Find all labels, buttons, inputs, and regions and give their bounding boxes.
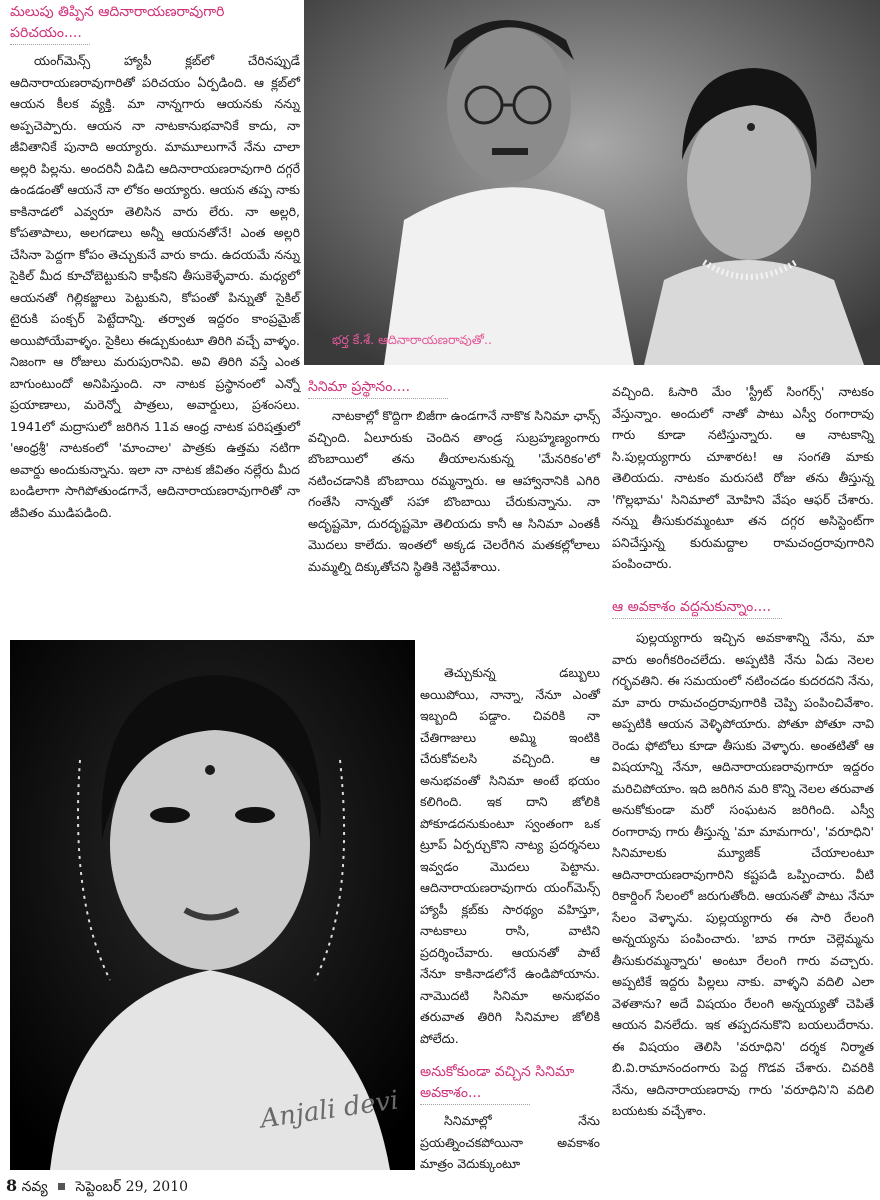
column2-paragraph-a: నాటకాల్లో కొద్దిగా బిజీగా ఉండగానే నాకొక సినిమా ఛాన్స్ వచ్చింది. ఏలూరుకు చెందిన తాండ్ర సుబ్రహ్మణ్యంగారు బొంబాయిలో తను తీయాలనుకున్న 'మేనరికం'లో నటించడానికి బొంబాయి రమ్మన్నారు. ఆ ఆహ్వానానికి ఎగిరి గంతేసి నాన్నతో సహా బొంబాయి చేరుకున్నాను. నా అదృష్టమో, దురదృష్టమో తెలియదు కానీ ఆ సినిమా ఎంతకీ మొదలు కాలేదు. ఇంతలో అక్కడ చెలరేగిన మతకల్లోలాలు మమ్మల్ని దిక్కుతోచని స్థితికి నెట్టివేశాయి. (308, 408, 600, 574)
heading-underline (420, 1104, 530, 1105)
heading-underline (612, 618, 782, 619)
section-heading-unexpected: అనుకోకుండా వచ్చిన సినిమా అవకాశం... (420, 1062, 600, 1105)
photo-caption: భర్త కే.శే. ఆదినారాయణరావుతో.. (332, 332, 492, 347)
footer-bullet (58, 1183, 65, 1190)
column2-paragraph-c: సినిమాల్లో నేను ప్రయత్నించకపోయినా అవకాశం మాత్రం వెదుక్కుంటూ (420, 1113, 600, 1171)
issue-date: సెప్టెంబర్ 29, 2010 (75, 1179, 189, 1195)
column3-paragraph-b: పుల్లయ్యగారు ఇచ్చిన అవకాశాన్ని నేను, మా వారు అంగీకరించలేదు. అప్పటికి నేను ఏడు నెలల గర్భవతిని. ఈ సమయంలో నటించడం కుదరదని నేను, మా వారు రామచంద్రరావుగారికి చెప్పి పంపించివేశాం. అప్పటికి ఆయన వెళ్ళిపోయారు. పోతూ పోతూ నావి రెండు ఫోటోలు కూడా తీసుకు వెళ్ళారు. అంతటితో ఆ విషయాన్ని నేనూ, ఆదినారాయణరావుగారూ ఇద్దరం మరిచిపోయాం. ఇది జరిగిన మరి కొన్ని నెలల తరువాత అనుకోకుండా మరో సంఘటన జరిగింది. ఎస్వీ రంగారావు గారు తీస్తున్న 'మా మామగారు', 'వరూధిని' సినిమాలకు మ్యూజిక్ చేయాలంటూ ఆదినారాయణరావుగారిని కష్టపడి ఒప్పించారు. వీటి రికార్డింగ్ సేలంలో జరుగుతోంది. ఆయనతో పాటు నేనూ సేలం వెళ్ళాను. పుల్లయ్యగారు ఈ సారి రేలంగి అన్నయ్యను పంపించారు. 'బావ గారూ చెల్లెమ్మను తీసుకురమ్మన్నారు' అంటూ రేలంగి గారు వచ్చారు. అప్పటికే ఇద్దరు పిల్లలు నాకు. వాళ్ళని వదిలి ఎలా వెళతాను? అదే విషయం రేలంగి అన్నయ్యతో చెపితే ఆయన వినలేదు. ఇక తప్పదనుకొని బయలుదేరాను. ఈ విషయం తెలిసి 'వరూధిని' దర్శక నిర్మాత బి.వి.రామానందంగారు పెద్ద గొడవ చేశారు. చివరికి నేను, ఆదినారాయణరావు గారు 'వరూధిని'ని వదిలి బయటకు వచ్చేశాం. (612, 630, 874, 1118)
signature: Anjali devi (258, 1085, 401, 1135)
column2-paragraph-b: తెచ్చుకున్న డబ్బులు అయిపోయి, నాన్నా, నేనూ ఎంతో ఇబ్బంది పడ్డాం. చివరికి నా చేతిగాజులు అమ్మి ఇంటికి చేరుకోవలసి వచ్చింది. ఆ అనుభవంతో సినిమా అంటే భయం కలిగింది. ఇక దాని జోలికి పోకూడదనుకుంటూ స్వంతంగా ఒక ట్రూప్ ఏర్పర్చుకొని నాట్య ప్రదర్శనలు ఇవ్వడం మొదలు పెట్టాను. ఆదినారాయణరావుగారు యంగ్‌మెన్స్ హ్యాపీ క్లబ్‌కు సారథ్యం వహిస్తూ, నాటకాలు రాసి, వాటిని ప్రదర్శించేవారు. ఆయనతో పాటే నేనూ కాకినాడలోనే ఉండిపోయాను. నామొదటి సినిమా అనుభవం తరువాత తిరిగి సినిమాల జోలికి పోలేదు. (420, 665, 600, 1046)
page-number: 8 (6, 1176, 18, 1195)
column1-paragraph: యంగ్‌మెన్స్ హ్యాపీ క్లబ్‌లో చేరినప్పుడే ఆదినారాయణరావుగారితో పరిచయం ఏర్పడింది. ఆ క్లబ్‌లో ఆయన కీలక వ్యక్తి. మా నాన్నగారు ఆయనకు నన్ను అప్పచెప్పారు. ఆయన నా నాటకానుభవానికే కాదు, నా జీవితానికే పునాది అయ్యారు. మామూలుగానే నేను చాలా అల్లరి పిల్లను. అందరినీ విడిచి ఆదినారాయణరావుగారి దగ్గరే ఉండడంతో ఆయనే నా లోకం అయ్యారు. ఆయన తప్ప నాకు కాకినాడలో ఎవ్వరూ తెలిసిన వారు లేరు. నా అల్లరి, కోపతాపాలు, అలగడాలు అన్నీ ఆయనతోనే! ఎంత అల్లరి చేసినా పెద్దగా కోపం తెచ్చుకునే వారు కాదు. ఉదయమే నన్ను సైకిల్ మీద కూచోబెట్టుకుని కాఫీకని తీసుకెళ్ళేవారు. మధ్యలో ఆయనతో గిల్లికజ్జాలు పెట్టుకుని, కోపంతో పిన్నుతో సైకిల్ టైరుకి పంక్చర్ పెట్టేదాన్ని. తర్వాత ఇద్దరం కాంప్రమైజ్ అయిపోయేవాళ్ళం. సైకిలు ఈడ్చుకుంటూ తిరిగి వచ్చే వాళ్ళం. నిజంగా ఆ రోజులు మరుపురానివి. అవి తిరిగి వస్తే ఎంత బాగుంటుందో అనిపిస్తుంది. నా నాటక ప్రస్థానంలో ఎన్నో ప్రయాణాలు, మరెన్నో పాత్రలు, అవార్డులు, ప్రశంసలు. 1941లో మద్రాసులో జరిగిన 11వ ఆంధ్ర నాటక పరిషత్తులో 'ఆంధ్రశ్రీ' నాటకంలో 'మాంచాల' పాత్రకు ఉత్తమ నటిగా అవార్డు అందుకున్నాను. ఇలా నా నాటక జీవితం నల్లేరు మీద బండిలాగా సాగిపోతుండగానే, ఆదినారాయణరావుగారితో నా జీవితం ముడిపడింది. (10, 53, 300, 520)
actress-portrait (10, 640, 415, 1170)
page-footer (6, 1176, 188, 1198)
column3-paragraph-a: వచ్చింది. ఓసారి మేం 'స్ట్రీట్ సింగర్స్' నాటకం వేస్తున్నాం. అందులో నాతో పాటు ఎస్వీ రంగారావు గారు కూడా నటిస్తున్నారు. ఆ నాటకాన్ని సి.పుల్లయ్యగారు చూశారట! ఆ సంగతి మాకు తెలియదు. నాటకం మరుసటి రోజు తను తీస్తున్న 'గొల్లభామ' సినిమాలో మోహిని వేషం ఆఫర్ చేశారు. నన్ను తీసుకురమ్మంటూ తన దగ్గర అసిస్టెంట్‌గా పనిచేస్తున్న కురుమద్దాల రామచంద్రరావుగారిని పంపించారు. (612, 384, 874, 571)
section-heading-meeting: మలుపు తిప్పిన ఆదినారాయణరావుగారి పరిచయం.... (10, 2, 298, 45)
couple-photo (304, 0, 880, 365)
heading-underline (10, 44, 90, 45)
magazine-name: నవ్య (21, 1179, 48, 1195)
section-heading-chance: ఆ అవకాశం వద్దనుకున్నాం.... (612, 597, 874, 619)
section-heading-cinema: సినిమా ప్రస్థానం.... (308, 377, 600, 399)
couple-photo-image (304, 0, 880, 365)
heading-underline (308, 398, 448, 399)
